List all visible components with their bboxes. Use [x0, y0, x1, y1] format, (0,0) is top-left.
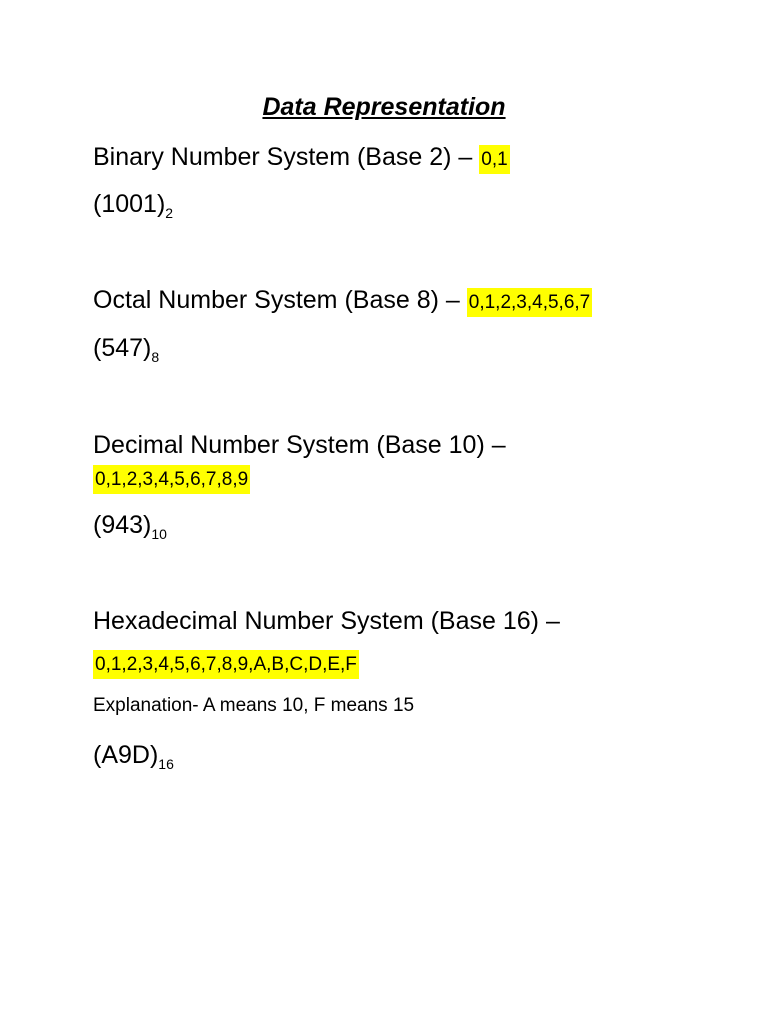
hexadecimal-digits: 0,1,2,3,4,5,6,7,8,9,A,B,C,D,E,F	[93, 650, 359, 679]
octal-example	[93, 331, 159, 365]
octal-heading-line	[93, 283, 592, 320]
binary-digits: 0,1	[479, 145, 509, 174]
hexadecimal-heading: Hexadecimal Number System (Base 16) –	[93, 607, 560, 635]
hexadecimal-example-value: (A9D)	[93, 741, 159, 769]
hexadecimal-example-base: 16	[158, 756, 174, 772]
octal-example-base: 8	[151, 349, 160, 365]
page-title: Data Representation	[262, 93, 506, 121]
binary-heading-line	[93, 140, 510, 177]
octal-example-value: (547)	[93, 334, 152, 362]
hexadecimal-explanation: Explanation- A means 10, F means 15	[93, 695, 415, 716]
binary-example-base: 2	[165, 205, 174, 221]
decimal-example	[93, 508, 167, 542]
octal-digits: 0,1,2,3,4,5,6,7	[467, 288, 593, 317]
decimal-example-base: 10	[151, 526, 167, 542]
decimal-digits: 0,1,2,3,4,5,6,7,8,9	[93, 465, 250, 494]
hexadecimal-digits-line	[93, 651, 359, 679]
decimal-heading: Decimal Number System (Base 10) –	[93, 431, 506, 459]
binary-heading: Binary Number System (Base 2) –	[93, 143, 473, 171]
octal-heading: Octal Number System (Base 8) –	[93, 286, 460, 314]
binary-example-value: (1001)	[93, 190, 166, 218]
binary-example	[93, 187, 173, 221]
decimal-digits-line	[93, 466, 250, 494]
hexadecimal-example	[93, 738, 174, 772]
decimal-example-value: (943)	[93, 511, 152, 539]
